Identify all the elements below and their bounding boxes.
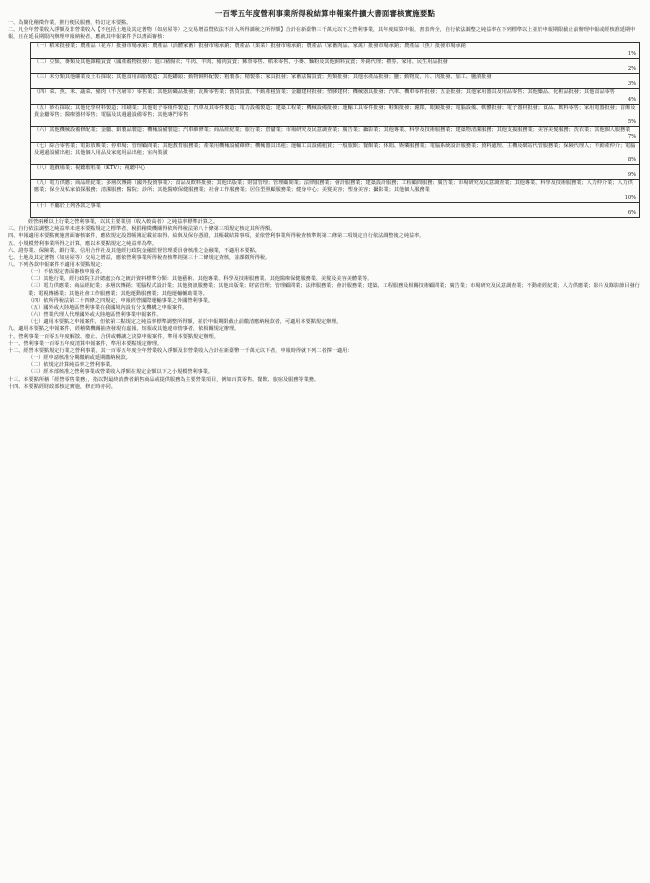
rate-row-value: 10%: [624, 194, 636, 201]
rate-row-value: 9%: [627, 172, 636, 179]
para-9: 九、適用本要點之申報案件，經稽徵機關抽查發現有虛報、短報或其他違章情事者，依相關規定辦理。: [8, 326, 240, 333]
rate-row-label: （十）不屬於上列各款之事業: [34, 202, 101, 209]
option-item: （三）經本部核准之營利事業或營業收入淨額在規定金額以下之小規模營利事業。: [28, 369, 214, 376]
rate-row-label: （四）菜、魚、米、蔬菜、豬肉（不含屠宰）零售業；其他紡織品批發；瓦斯零售業；舊貨買賣、不動產租賃業；金屬建材批發；塑膠建材；機械器具批發；汽車、機車零件批發；五金批發；其他家用器具及用品零售；其他藥品、化粧品批發；其他食品零售: [34, 89, 615, 96]
excluded-item: （七）適用本要點之申報案件，但依第二點規定之純益率標準調整所得額，並於申報期限截止前繳清應納稅款者，可適用本要點規定辦理。: [28, 319, 342, 326]
rate-row: [31, 59, 639, 74]
para-1: 一、為簡化稽徵作業，推行便民服務，特訂定本要點。: [8, 20, 132, 26]
rate-row: [31, 89, 639, 104]
para-2: 二、凡全年營業收入淨額及非營業收入【不包括土地及其定著物（如房屋等）之交易增益暨依法不計入所得課稅之所得額】合計在新臺幣三千萬元以下之營利事業，其年度結算申報，書表齊全，自行依法調整之純益率在下列標準以上並於申報期限截止前辦理申報或經核准延期申報，且在延長期限內辦理申報納稅者，應就其申報案件予以書面審核：: [8, 27, 636, 41]
rate-row-label: （二）豆類、麥類及其他雜糧買賣（國產穀物批發）；進口豬腸衣；牛肉、羊肉、豬肉買賣；郵票零售、稻米零售、小麥、麵粉及其他飼料買賣；外銷代理；禮券、家用、民生用品批發: [34, 58, 448, 65]
rate-row-value: 2%: [627, 65, 636, 72]
document-title: 一百零五年度營利事業所得稅結算申報案件擴大書面審核實施要點: [214, 9, 436, 18]
rate-row-label: （六）其他機械設備修配業；金屬、鋁製品製造；機械設備製造；汽車維修業；商品經紀業；旅行業；倉儲業；市場研究及民意調查業；廣告業；攝影業；其他專業、科學及技術服務業；建築物清潔服務；其他支援服務業；美容美髮服務；洗衣業；其他個人服務業: [34, 127, 631, 134]
rate-row-value: 4%: [627, 96, 636, 103]
rate-row-value: 7%: [627, 134, 636, 141]
excluded-item: （三）電力供應業；商品經紀業；多層次傳銷；電腦程式設計業；其他資訊服務業；其他出版業；財富管理；管理顧問業；法律服務業；會計服務業；建築、工程服務及相關技術顧問業；廣告業；市場研究及民意調查業；不動產經紀業；人力供應業；影片及錄影節目發行業；電視傳播業；其他社會工作服務業；其他運動服務業；其他運輸輔助業等。: [28, 283, 640, 297]
note-after-table: 經營兩種以上行業之營利事業，以其主要業別（收入較高者）之純益率標準計算之。: [28, 219, 219, 226]
rate-row-label: （八）遊戲場業；視聽歌唱業（KTV）；視聽中心: [34, 164, 146, 171]
rate-row: [31, 165, 639, 180]
para-7: 七、土地及其定著物（如房屋等）交易之增益，應依營利事業所得稅查核準則第三十二條規定查核，並課徵所得稅。: [8, 254, 271, 261]
para-13: 十三、本要點所稱「經營零售業務」，指以對最終消費者銷售商品或提供服務為主要營業項目，例如百貨零售、餐飲、旅宿及服務等業務。: [8, 376, 319, 383]
excluded-item: （四）依所得稅法第二十四條之四規定，申報經營國際運輸事業之外國營利事業。: [28, 297, 214, 304]
rate-row: [31, 105, 639, 127]
para-12: 十二、經營本要點規定行業之營利事業，其一百零五年度全年營業收入淨額及非營業收入合計在新臺幣一千萬元以下者，申報時得就下列二者擇一適用：: [8, 347, 353, 354]
excluded-item: （五）國外或大陸地區營利事業在我國境內設有分支機構之申報案件。: [28, 304, 188, 311]
rate-row: [31, 203, 639, 217]
rate-row-value: 6%: [627, 209, 636, 216]
rate-row-value: 8%: [627, 156, 636, 163]
para-14: 十四、本要點經財政部核定實施，修正時亦同。: [8, 383, 116, 390]
rate-row-value: 3%: [627, 81, 636, 88]
para-4: 四、申報適用本要點實施書面審核案件，應依規定設置帳簿記載並取得、給與及保存憑證，其帳載結算事項，並依營利事業所得稅查核準則第二條第二項規定自行依法調整後之純益率。: [8, 233, 425, 240]
para-11: 十一、營利事業一百零五年度清算申報案件，準用本要點規定辦理。: [8, 340, 163, 347]
rate-row-label: （五）砂石採取；其他化學材料製造；印刷業；其他電子零組件製造；汽車及其零件製造；電力設備製造；建築工程業；機械設備批發；運輸工具零件批發；鞋類批發；鐘錶、眼鏡批發；電腦設備、軟體批發；電子器材批發；食品、飲料零售；家用電器批發；首飾及貴金屬零售；醫療器材零售；電腦及其週邊設備零售；其他專門零售: [34, 104, 636, 118]
rate-table: [30, 42, 640, 218]
rate-row: [31, 43, 639, 58]
para-10: 十、營利事業一百零五年度解散、廢止、合併或轉讓之決算申報案件，準用本要點規定辦理。: [8, 333, 219, 340]
document-body: [8, 20, 640, 391]
option-item: （二）依規定計算純益率之營利事業。: [28, 362, 116, 369]
para-5: 五、小規模營利事業所得之計算，應以本要點規定之純益率為準。: [8, 240, 158, 247]
option-item: （一）經申請核准分期繳納或延期繳納稅款。: [28, 355, 131, 362]
para-6: 六、證券業、保險業、銀行業、信用合作社及其他經行政院金融監督管理委員會核准之金融業，不適用本要點。: [8, 247, 260, 254]
rate-row: [31, 143, 639, 165]
rate-row-value: 5%: [627, 119, 636, 126]
rate-row-label: （一）稻米批發業；農產品（花卉）批發市場承銷：農產品（活體家畜）批發市場承銷；農產品（果菜）批發市場承銷；農產品（家畜肉品、家禽）批發市場承銷；農產品（魚）批發市場承銷: [34, 43, 466, 50]
rate-row-value: 1%: [627, 50, 636, 57]
para-8: 八、下列各款申報案件不適用本要點規定：: [8, 262, 106, 268]
rate-row: [31, 74, 639, 89]
excluded-item: （二）其他行業，經行政院主計總處公布之統計資料標準分類：其他藝術、其他專業、科學及技術服務業、其他醫療保健服務業、美髮及美容美體業等。: [28, 276, 373, 283]
rate-row-label: （七）綜合零售業；電影放映業；停車場；管理顧問業；其他教育服務業；產業用機械設備維修；機械器具出租；運輸工具設備租賃；一般旅館；餐館業；休閒、娛樂服務業；電腦系統設計服務業；資料處理、主機及網站代管服務業；保險代理人；不動產仲介；電腦及週邊設備出租；其他個人用品及家庭用品出租；室內裝潢: [34, 142, 636, 156]
rate-row: [31, 180, 639, 202]
rate-row-label: （九）電力供應；商品經紀業；多層次傳銷（國外投資事業）；食品及飲料批發；其他出版業；財富管理；管理顧問業；法律服務業；會計服務業；建築設計服務；工程顧問服務；廣告業；市場研究及民意調查業；其他專業、科學及技術服務業；人力仲介業；人力供應業；保全及私家偵探服務；清潔服務；醫院；診所；其他醫療保健服務業；社會工作服務業；居住型照顧服務業；健身中心；美髮美容；塑身美容；攝影業；其他個人服務業: [34, 180, 633, 194]
rate-row-label: （三）未分類其他礦業及土石採取；其他食用油脂製造；其他罐頭；動物飼料配製；粗製茶；精製茶；家具批發；家畜法醫買賣；魚類批發；其他水產品批發；鹽；動物皮、片、肉批發、加工、鹽漬批發: [34, 74, 492, 81]
excluded-item: （六）營業代理人代理國外或大陸地區營利事業申報案件。: [28, 312, 162, 319]
excluded-item: （一）不依規定書面審核申報者。: [28, 269, 106, 276]
rate-row: [31, 127, 639, 142]
para-3: 三、自行依法調整之純益率未達本要點規定之標準者，稅捐稽徵機關得依所得稅法第八十條第三項規定核定其所得額。: [8, 226, 276, 233]
